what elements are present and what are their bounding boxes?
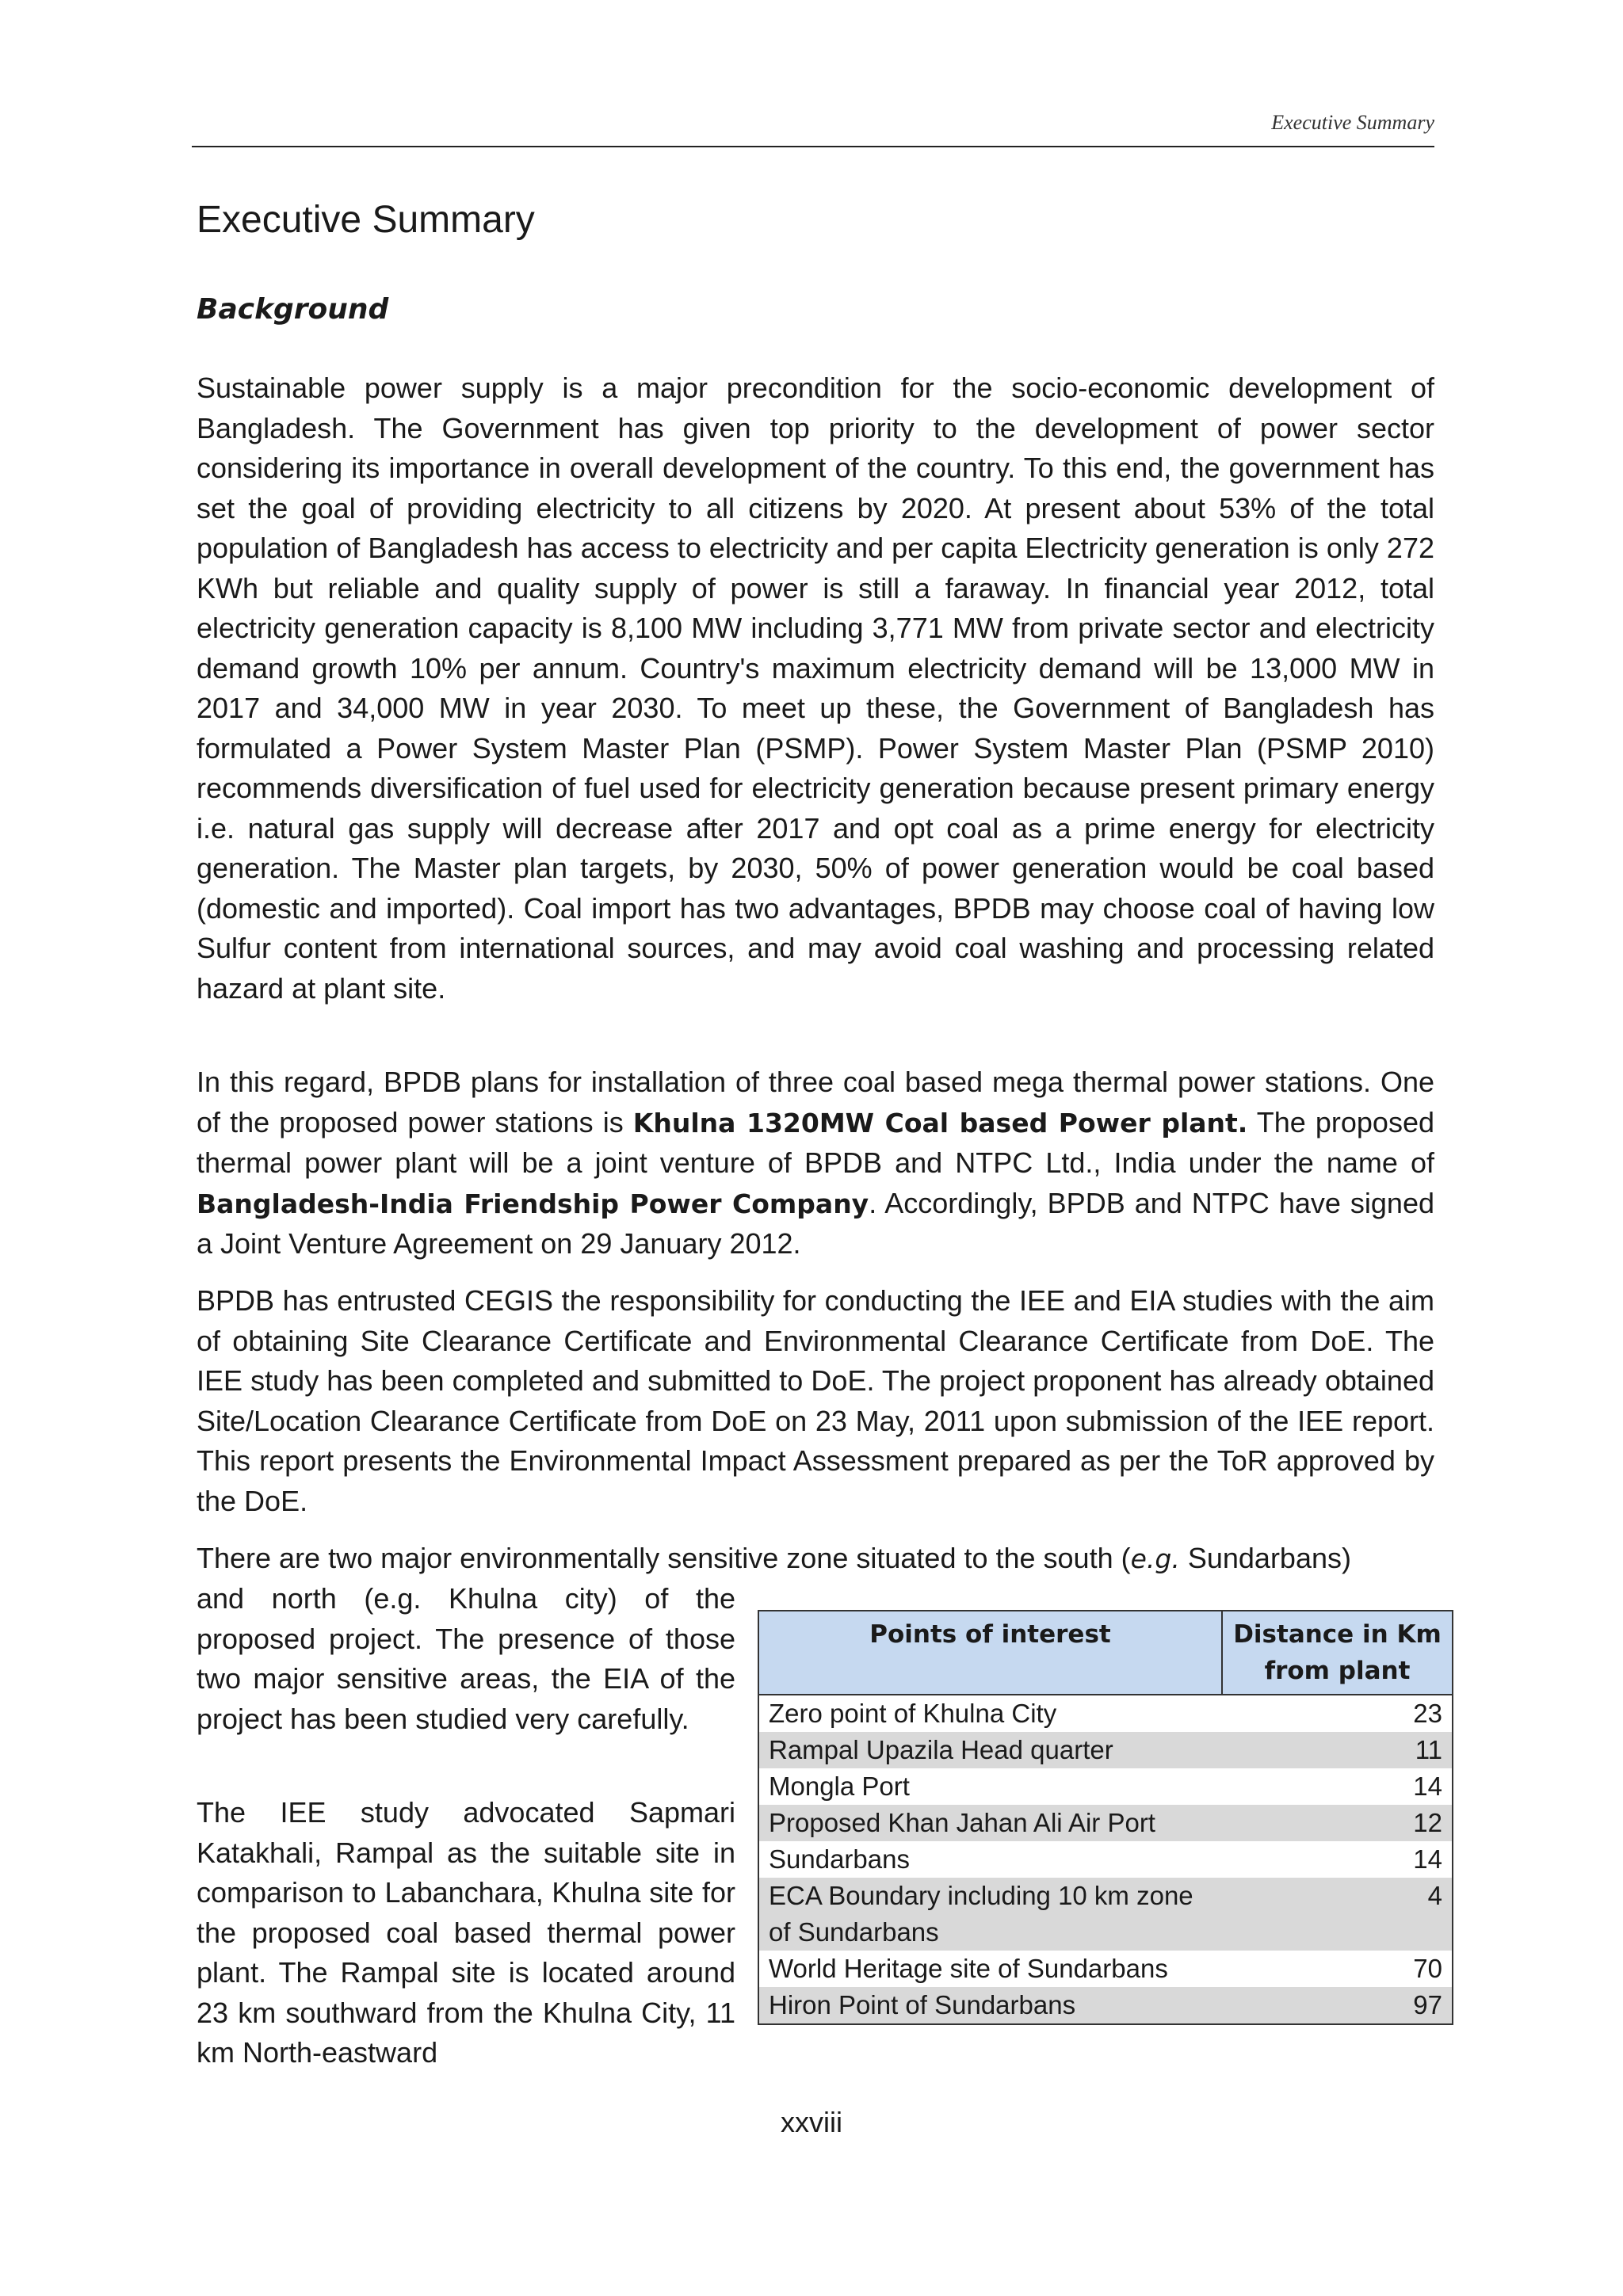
paragraph-sensitive-zones-intro <box>197 1539 1434 1580</box>
page-title: Executive Summary <box>197 199 535 241</box>
point-distance: 14 <box>1413 1844 1442 1874</box>
section-heading-background: Background <box>197 293 389 326</box>
paragraph-text: . Accordingly, BPDB and NTPC have signed a Joint Venture Agreement on 29 January 2012. <box>197 1186 1434 1260</box>
table-row <box>758 1987 1453 2024</box>
column-header-distance: Distance in Km from plant <box>1222 1611 1453 1695</box>
paragraph-cegis-studies: BPDB has entrusted CEGIS the responsibility for conducting the IEE and EIA studies with the aim of obtaining Site Clearance Certificate and Environmental Clearance Certificate from DoE. The IEE study has been completed and submitted to DoE. The project proponent has already obtained Site/Location Clearance Certificate from DoE on 23 May, 2011 upon submission of the IEE report. This report presents the Environmental Impact Assessment prepared as per the ToR approved by the DoE. <box>197 1284 1434 1517</box>
point-name: Proposed Khan Jahan Ali Air Port <box>758 1805 1222 1841</box>
paragraph-text: There are two major environmentally sensitive zone situated to the south ( <box>197 1542 1131 1574</box>
paragraph-text: In this regard, BPDB plans for installation of three coal based mega thermal power stations. One of the proposed power stations is <box>197 1066 1434 1138</box>
paragraph-iee-site: The IEE study advocated Sapmari Katakhali, Rampal as the suitable site in comparison to Labanchara, Khulna site for the proposed coal based thermal power plant. The Rampal site is located around 23 km southward from the Khulna City, 11 km North-eastward <box>197 1796 735 2069</box>
point-distance: 12 <box>1222 1805 1453 1841</box>
point-name: Mongla Port <box>769 1772 910 1801</box>
table-header-row <box>758 1611 1453 1695</box>
plant-name-bold: Khulna 1320MW Coal based Power plant. <box>632 1107 1248 1138</box>
point-name: Zero point of Khulna City <box>769 1699 1057 1728</box>
point-name: Rampal Upazila Head quarter <box>758 1732 1222 1768</box>
table-row <box>758 1841 1453 1878</box>
point-distance: 70 <box>1413 1954 1442 1983</box>
running-header: Executive Summary <box>1271 111 1434 134</box>
point-distance: 4 <box>1222 1878 1453 1951</box>
table-row <box>758 1951 1453 1987</box>
paragraph-text: The proposed thermal power plant will be a joint venture of BPDB and NTPC Ltd., India under the name of <box>197 1105 1435 1179</box>
paragraph-power-supply: Sustainable power supply is a major precondition for the socio-economic development of Bangladesh. The Government has given top priority to the development of power sector considering its importance in overall development of the country. To this end, the government has set the goal of providing electricity to all citizens by 2020. At present about 53% of the total population of Bangladesh has access to electricity and per capita Electricity generation is only 272 KWh but reliable and quality supply of power is still a faraway. In financial year 2012, total electricity generation capacity is 8,100 MW including 3,771 MW from private sector and electricity demand growth 10% per annum. Country's maximum electricity demand will be 13,000 MW in 2017 and 34,000 MW in year 2030. To meet up these, the Government of Bangladesh has formulated a Power System Master Plan (PSMP). Power System Master Plan (PSMP 2010) recommends diversification of fuel used for electricity generation because present primary energy i.e. natural gas supply will decrease after 2017 and opt coal as a prime energy for electricity generation. The Master plan targets, by 2030, 50% of power generation would be coal based (domestic and imported). Coal import has two advantages, BPDB may choose coal of having low Sulfur content from international sources, and may avoid coal washing and processing related hazard at plant site. <box>197 372 1434 1005</box>
table-row <box>758 1732 1453 1768</box>
point-distance: 97 <box>1222 1987 1453 2024</box>
point-name: Hiron Point of Sundarbans <box>758 1987 1222 2024</box>
table-row <box>758 1805 1453 1841</box>
point-name: Sundarbans <box>769 1844 910 1874</box>
column-header-points: Points of interest <box>758 1611 1222 1695</box>
table-row <box>758 1878 1453 1951</box>
paragraph-sensitive-zones-cont: and north (e.g. Khulna city) of the proposed project. The presence of those two major sensitive areas, the EIA of the project has been studied very carefully. <box>197 1582 735 1735</box>
points-of-interest-table <box>758 1610 1453 2025</box>
company-name-bold: Bangladesh-India Friendship Power Company <box>197 1188 869 1219</box>
header-rule <box>192 146 1434 147</box>
point-distance: 14 <box>1413 1772 1442 1801</box>
table-row <box>758 1768 1453 1805</box>
point-distance: 11 <box>1222 1732 1453 1768</box>
eg-italic: e.g. <box>1130 1543 1180 1574</box>
paragraph-text: Sundarbans) <box>1179 1542 1351 1574</box>
table-row <box>758 1695 1453 1732</box>
page-number: xxviii <box>781 2106 842 2138</box>
point-distance: 23 <box>1413 1699 1442 1728</box>
point-name: World Heritage site of Sundarbans <box>769 1954 1168 1983</box>
point-name: ECA Boundary including 10 km zone of Sundarbans <box>758 1878 1222 1951</box>
paragraph-bpdb-plans <box>197 1062 1434 1264</box>
